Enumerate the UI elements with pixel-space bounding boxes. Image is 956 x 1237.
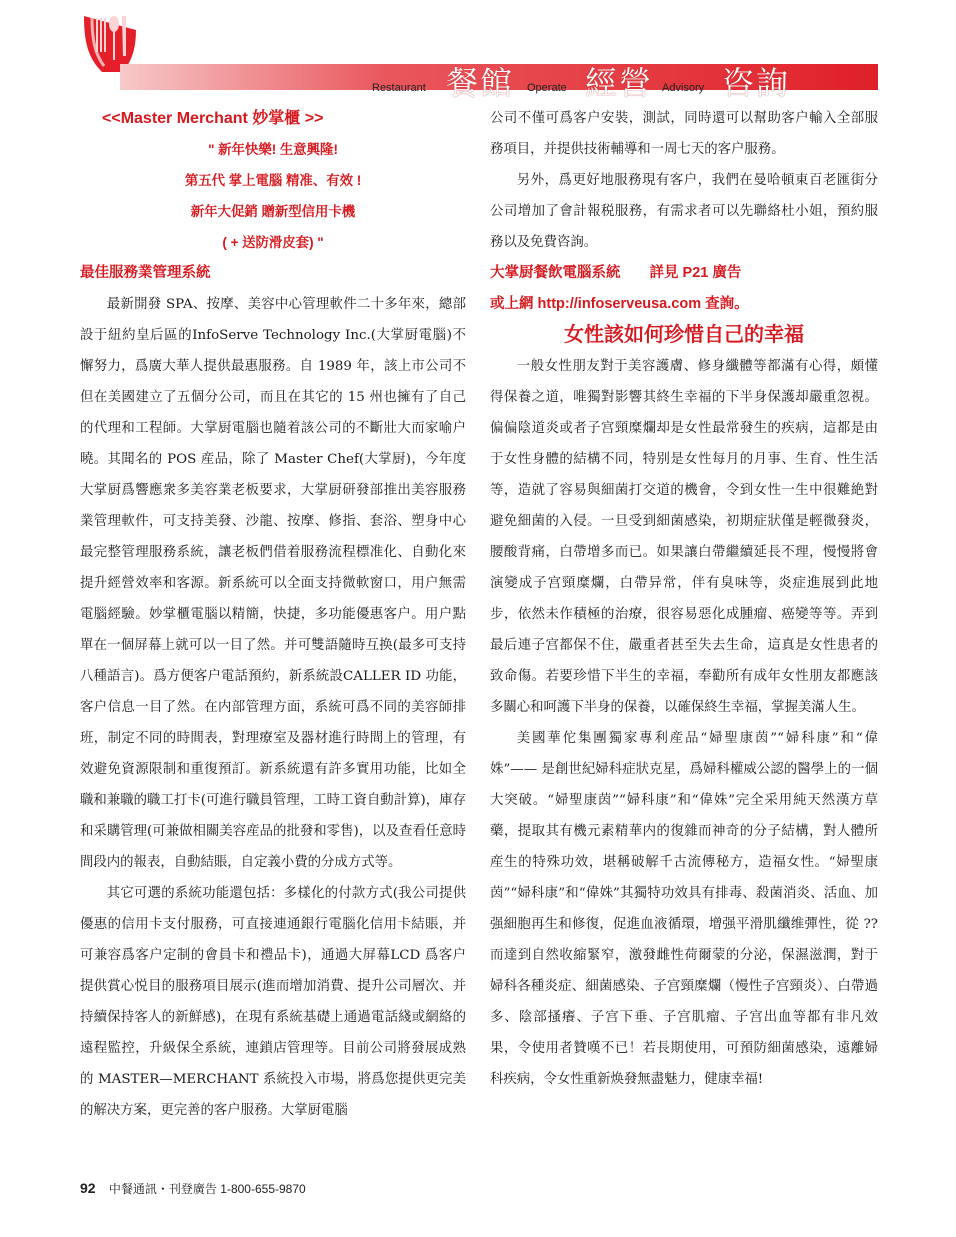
header-word-operate: Operate bbox=[527, 82, 567, 94]
left-column bbox=[80, 103, 466, 1126]
promo-line: " 新年快樂! 生意興隆! bbox=[208, 142, 338, 157]
body-paragraph: 另外，爲更好地服務現有客户，我們在曼哈頓東百老匯街分公司增加了會計報税服務，有需求者可以先聯絡杜小姐，預約服務以及免費咨詢。 bbox=[490, 173, 878, 250]
body-paragraph: 其它可選的系統功能還包括：多樣化的付款方式(我公司提供優惠的信用卡支付服務，可直接連通銀行電腦化信用卡結賬，并可兼容爲客户定制的會員卡和禮品卡)，通過大屏幕LCD 爲客户提供賞心悦目的服務項目展示(進而增加消費、提升公司層次、并持續保持客人的新鮮感)，在現有系統基礎上通過電話綫或網絡的遠程監控，升級保全系統，連鎖店管理等。目前公司將發展成熟的 MASTER—MERCHANT 系統投入市場，將爲您提供更完美的解决方案，更完善的客户服務。大掌厨電腦 bbox=[80, 886, 466, 1118]
phone-number: 1-800-655-9870 bbox=[220, 1182, 306, 1196]
article-title: 女性該如何珍惜自己的幸福 bbox=[564, 324, 804, 346]
ad-link-line: 或上網 http://infoserveusa.com 查詢。 bbox=[490, 296, 749, 312]
promo-line: 第五代 掌上電腦 精准、有效 ! bbox=[184, 173, 362, 188]
body-paragraph: 一般女性朋友對于美容護膚、修身纖體等都滿有心得，頗懂得保養之道，唯獨對影響其終生幸福的下半身保護却嚴重忽視。偏偏陰道炎或者子宫頸糜爛却是女性最常發生的疾病，這都是由于女性身體的結構不同，特别是女性每月的月事、生育、性生活等，造就了容易與細菌打交道的機會，令到女性一生中很難絶對避免細菌的入侵。一旦受到細菌感染，初期症狀僅是輕微發炎，腰酸背痛，白帶增多而已。如果讓白帶繼續延長不理，慢慢將會演變成子宫頸糜爛，白帶异常，伴有臭味等，炎症進展到此地步，依然未作積極的治療，很容易惡化成腫瘤、癌變等等。弄到最后連子宫都保不住，嚴重者甚至失去生命，這真是女性患者的致命傷。若要珍惜下半生的幸福，奉勸所有成年女性朋友都應該多關心和呵護下半身的保養，以確保終生幸福，掌握美滿人生。 bbox=[490, 359, 878, 715]
right-column bbox=[490, 103, 878, 1095]
body-paragraph: 美國華佗集團獨家專利産品“婦聖康茵”“婦科康”和“偉姝”—— 是創世紀婦科症狀克星，爲婦科權威公認的醫學上的一個大突破。“婦聖康茵”“婦科康”和“偉姝”完全采用純天然漢方草藥，提取其有機元素精華内的復雜而神奇的分子結構，對人體所産生的特殊功效，堪稱破解千古流傳秘方，造福女性。“婦聖康茵”“婦科康”和“偉姝”其獨特功效具有排毒、殺菌消炎、活血、加强細胞再生和修復，促進血液循環，增强平滑肌纖维彈性，從 ?? 而達到自然收縮緊窄，激發雌性荷爾蒙的分泌，保濕滋潤，對于婦科各種炎症、細菌感染、子宫頸糜爛（慢性子宫頸炎）、白帶過多、陰部搔癢、子宫下垂、子宫肌瘤、子宫出血等都有非凡效果，令使用者贊嘆不已！若長期使用，可預防細菌感染，遠離婦科疾病，令女性重新焕發無盡魅力，健康幸福! bbox=[490, 731, 878, 1087]
header-word-advisory: Advisory bbox=[662, 82, 705, 94]
page-footer bbox=[80, 1180, 306, 1197]
publication-name: 中餐通訊・刊登廣告 bbox=[108, 1182, 217, 1196]
page-number: 92 bbox=[80, 1180, 96, 1196]
master-merchant-title: <<Master Merchant 妙掌櫃 >> bbox=[102, 110, 324, 127]
section-subtitle: 最佳服務業管理系統 bbox=[80, 265, 211, 281]
promo-line: ( + 送防滑皮套) " bbox=[222, 235, 324, 250]
header-zh-3: 咨詢 bbox=[722, 65, 791, 101]
header-zh-2: 經營 bbox=[585, 65, 654, 101]
promo-line: 新年大促銷 贈新型信用卡機 bbox=[190, 204, 356, 219]
ad-line: 大掌厨餐飲電腦系統 詳見 P21 廣告 bbox=[490, 265, 742, 281]
page-header bbox=[0, 0, 956, 100]
body-paragraph: 最新開發 SPA、按摩、美容中心管理軟件二十多年來，總部設于紐約皇后區的InfoServe Technology Inc.(大掌厨電腦)不懈努力，爲廣大華人提供最惠服務。自 1989 年，該上市公司不但在美國建立了五個分公司，而且在其它的 15 州也擁有了自己的代理和工程師。大掌厨電腦也隨着該公司的不斷壯大而家喻户曉。其聞名的 POS 産品，除了 Master Chef(大掌厨)，今年度大掌厨爲響應衆多美容業老板要求，大掌厨研發部推出美容服務業管理軟件，可支持美發、沙龍、按摩、修指、套浴、塑身中心最完整管理服務系統，讓老板們借着服務流程標准化、自動化來提升經營效率和客源。新系統可以全面支持微軟窗口，用户無需電腦經驗。妙掌櫃電腦以精簡，快捷，多功能優惠客户。用户點單在一個屏幕上就可以一目了然。并可雙語隨時互换(最多可支持八種語言)。爲方便客户電話預約，新系統設CALLER ID 功能，客户信息一目了然。在内部管理方面，系統可爲不同的美容師排班，制定不同的時間表，對理療室及器材進行時間上的管理，有效避免資源限制和重復預訂。新系統還有許多實用功能，比如全職和兼職的職工打卡(可進行職員管理，工時工資自動計算)，庫存和采購管理(可兼做相關美容産品的批發和零售)，以及查看任意時間段内的報表，自動結賬，自定義小費的分成方式等。 bbox=[80, 297, 466, 870]
header-word-restaurant: Restaurant bbox=[372, 82, 426, 94]
header-zh-1: 餐館 bbox=[446, 65, 515, 101]
body-paragraph: 公司不僅可爲客户安裝，測試，同時還可以幫助客户輸入全部服務項目，并提供技術輔導和一周七天的客户服務。 bbox=[490, 111, 878, 157]
